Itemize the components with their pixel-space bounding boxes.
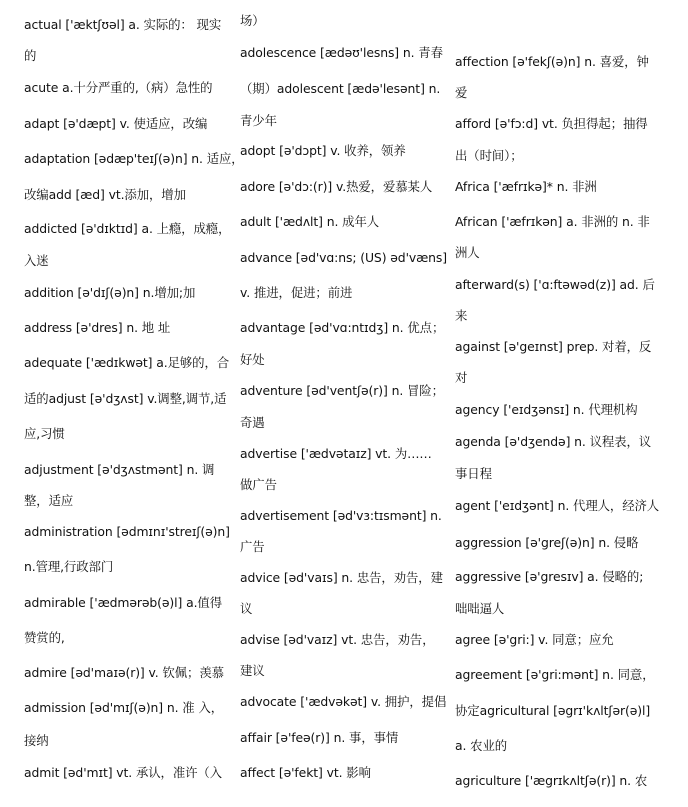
entry-line: agenda [ə'dʒendə] n. 议程表，议 <box>455 434 652 449</box>
entry-line: 场） <box>240 13 265 28</box>
entry-line: affection [ə'fekʃ(ə)n] n. 喜爱，钟 <box>455 54 649 69</box>
entry-line: African ['æfrɪkən] a. 非洲的 n. 非 <box>455 214 650 229</box>
entry-line: agree [ə'gri:] v. 同意；应允 <box>455 632 614 647</box>
entry-line: adjustment [ə'dʒʌstmənt] n. 调 <box>24 462 215 477</box>
entry-line: advertisement [əd'vɜ:tɪsmənt] n. <box>240 508 442 523</box>
entry-line: 事日程 <box>455 466 492 481</box>
entry-line: addition [ə'dɪʃ(ə)n] n.增加;加 <box>24 285 196 300</box>
entry-line: adopt [ə'dɔpt] v. 收养，领养 <box>240 143 406 158</box>
entry-line: Africa ['æfrɪkə]* n. 非洲 <box>455 179 597 194</box>
entry-line: adaptation [ədæp'teɪʃ(ə)n] n. 适应， <box>24 151 244 166</box>
entry-line: 咄咄逼人 <box>455 601 505 616</box>
entry-line: 做广告 <box>240 477 277 492</box>
entry-line: 对 <box>455 370 468 385</box>
entry-line: admission [əd'mɪʃ(ə)n] n. 准 入， <box>24 700 224 715</box>
entry-line: 应,习惯 <box>24 426 65 441</box>
entry-line: 来 <box>455 308 468 323</box>
entry-line: administration [ədmɪnɪ'streɪʃ(ə)n] <box>24 524 230 539</box>
entry-line: agriculture ['ægrɪkʌltʃə(r)] n. 农 <box>455 773 648 788</box>
entry-line: aggression [ə'greʃ(ə)n] n. 侵略 <box>455 535 639 550</box>
entry-line: adult ['ædʌlt] n. 成年人 <box>240 214 380 229</box>
entry-line: address [ə'dres] n. 地 址 <box>24 320 171 335</box>
entry-line: adapt [ə'dæpt] v. 使适应，改编 <box>24 116 208 131</box>
entry-line: 青少年 <box>240 113 277 128</box>
entry-line: 整，适应 <box>24 493 74 508</box>
entry-line: admire [əd'maɪə(r)] v. 钦佩；羡慕 <box>24 665 224 680</box>
entry-line: affect [ə'fekt] vt. 影响 <box>240 765 371 780</box>
entry-line: admit [əd'mɪt] vt. 承认，准许（入 <box>24 765 223 780</box>
entry-line: advocate ['ædvəkət] v. 拥护，提倡 <box>240 694 447 709</box>
entry-line: afterward(s) ['ɑ:ftəwəd(z)] ad. 后 <box>455 277 655 292</box>
entry-line: admirable ['ædmərəb(ə)l] a.值得 <box>24 595 222 610</box>
entry-line: 建议 <box>240 663 265 678</box>
entry-line: 洲人 <box>455 245 480 260</box>
entry-line: 赞赏的, <box>24 630 65 645</box>
entry-line: n.管理,行政部门 <box>24 559 114 574</box>
entry-line: 的 <box>24 48 37 63</box>
entry-line: 好处 <box>240 352 265 367</box>
entry-line: 广告 <box>240 539 265 554</box>
entry-line: 入迷 <box>24 253 49 268</box>
entry-line: advance [əd'vɑ:ns; (US) əd'væns] <box>240 250 448 265</box>
entry-line: 议 <box>240 601 253 616</box>
entry-line: 接纳 <box>24 733 49 748</box>
entry-line: 奇遇 <box>240 415 265 430</box>
entry-line: 改编add [æd] vt.添加，增加 <box>24 187 186 202</box>
entry-line: 出（时间）； <box>455 148 523 163</box>
entry-line: a. 农业的 <box>455 738 508 753</box>
entry-line: adore [ə'dɔ:(r)] v.热爱，爱慕某人 <box>240 179 433 194</box>
entry-line: acute a.十分严重的,（病）急性的 <box>24 80 213 95</box>
entry-line: actual ['æktʃʊəl] a. 实际的： 现实 <box>24 17 222 32</box>
entry-line: addicted [ə'dɪktɪd] a. 上瘾，成瘾， <box>24 221 231 236</box>
entry-line: adventure [əd'ventʃə(r)] n. 冒险； <box>240 383 444 398</box>
entry-line: agreement [ə'gri:mənt] n. 同意， <box>455 667 655 682</box>
entry-line: aggressive [ə'gresɪv] a. 侵略的; <box>455 569 644 584</box>
entry-line: adolescence [ædəʊ'lesns] n. 青春 <box>240 45 443 60</box>
entry-line: advice [əd'vaɪs] n. 忠告，劝告，建 <box>240 570 443 585</box>
entry-line: advise [əd'vaɪz] vt. 忠告，劝告， <box>240 632 435 647</box>
entry-line: agency ['eɪdʒənsɪ] n. 代理机构 <box>455 402 638 417</box>
entry-line: affair [ə'feə(r)] n. 事，事情 <box>240 730 399 745</box>
entry-line: 爱 <box>455 85 468 100</box>
entry-line: against [ə'geɪnst] prep. 对着，反 <box>455 339 652 354</box>
entry-line: 协定agricultural [əgrɪ'kʌltʃər(ə)l] <box>455 703 651 718</box>
entry-line: adequate ['ædɪkwət] a.足够的，合 <box>24 355 230 370</box>
entry-line: agent ['eɪdʒənt] n. 代理人，经济人 <box>455 498 660 513</box>
entry-line: afford [ə'fɔ:d] vt. 负担得起；抽得 <box>455 116 648 131</box>
entry-line: （期）adolescent [ædə'lesənt] n. <box>240 81 441 96</box>
entry-line: advertise ['ædvətaɪz] vt. 为…… <box>240 446 432 461</box>
entry-line: advantage [əd'vɑ:ntɪdʒ] n. 优点； <box>240 320 445 335</box>
entry-line: v. 推进，促进；前进 <box>240 285 353 300</box>
entry-line: 适的adjust [ə'dʒʌst] v.调整,调节,适 <box>24 391 227 406</box>
